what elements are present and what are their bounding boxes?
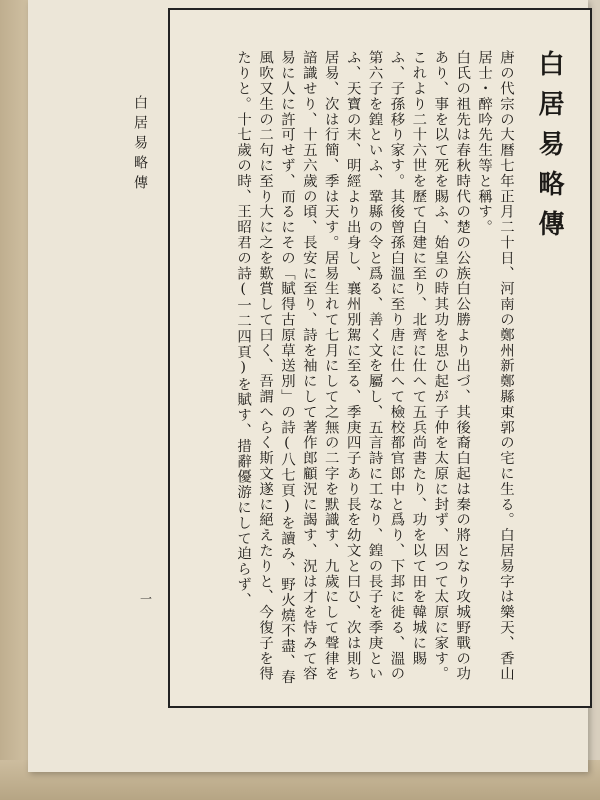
paragraph-1: 唐の代宗の大暦七年正月二十日、河南の鄭州新鄭縣東郭の宅に生る。白居易字は樂天、香山居士・醉吟先生等と稱す。 [476, 50, 514, 682]
page-title: 白居易略傳 [534, 50, 564, 250]
text-frame [168, 8, 592, 708]
book-page [28, 0, 588, 772]
paragraph-2: 白氏の祖先は春秋時代の楚の公族白公勝より出づ、其後裔白起は秦の將となり攻城野戰の功あり、事を以て死を賜ふ、始皇の時其功を思ひ起が子仲を太原に封ず、因つて太原に家す。これより二十六世を歷て白建に至り、北齊に仕へて五兵尚書たり、功を以て田を韓城に賜ふ、子孫移り家す。其後曾孫白溫に至り唐に仕へて檢校都官郎中と爲り、下邽に徙る、溫の第六子を鍠といふ、鞏縣の令と爲る、善く文を屬し、五言詩に工なり、鍠の長子を季庚といふ、天寶の末、明經より出身し、襄州別駕に至る、季庚四子あり長を幼文と曰ひ、次は則ち居易、次は行簡、季は天す。居易生れて七月にして之無の二字を默識す、九歲にして聲律を諳識せり、十五六歲の頃、長安に至り、詩を袖にして著作郎顧況に謁す、況は才を恃みて容易に人に許可せず、而るにその「賦得古原草送別」の詩(八七頁)を讀み、野火燒不盡、春風吹又生の二句に至り大に之を歎賞して曰く、吾謂へらく斯文遂に絕えたりと、今復子を得たりと。十七歲の時、王昭君の詩(一二四頁)を賦す、措辭優游にして迫らず、 [235, 50, 471, 685]
body-text [186, 50, 516, 690]
running-head: 白居易略傳 [132, 95, 148, 195]
page-number: 一 [140, 592, 153, 606]
